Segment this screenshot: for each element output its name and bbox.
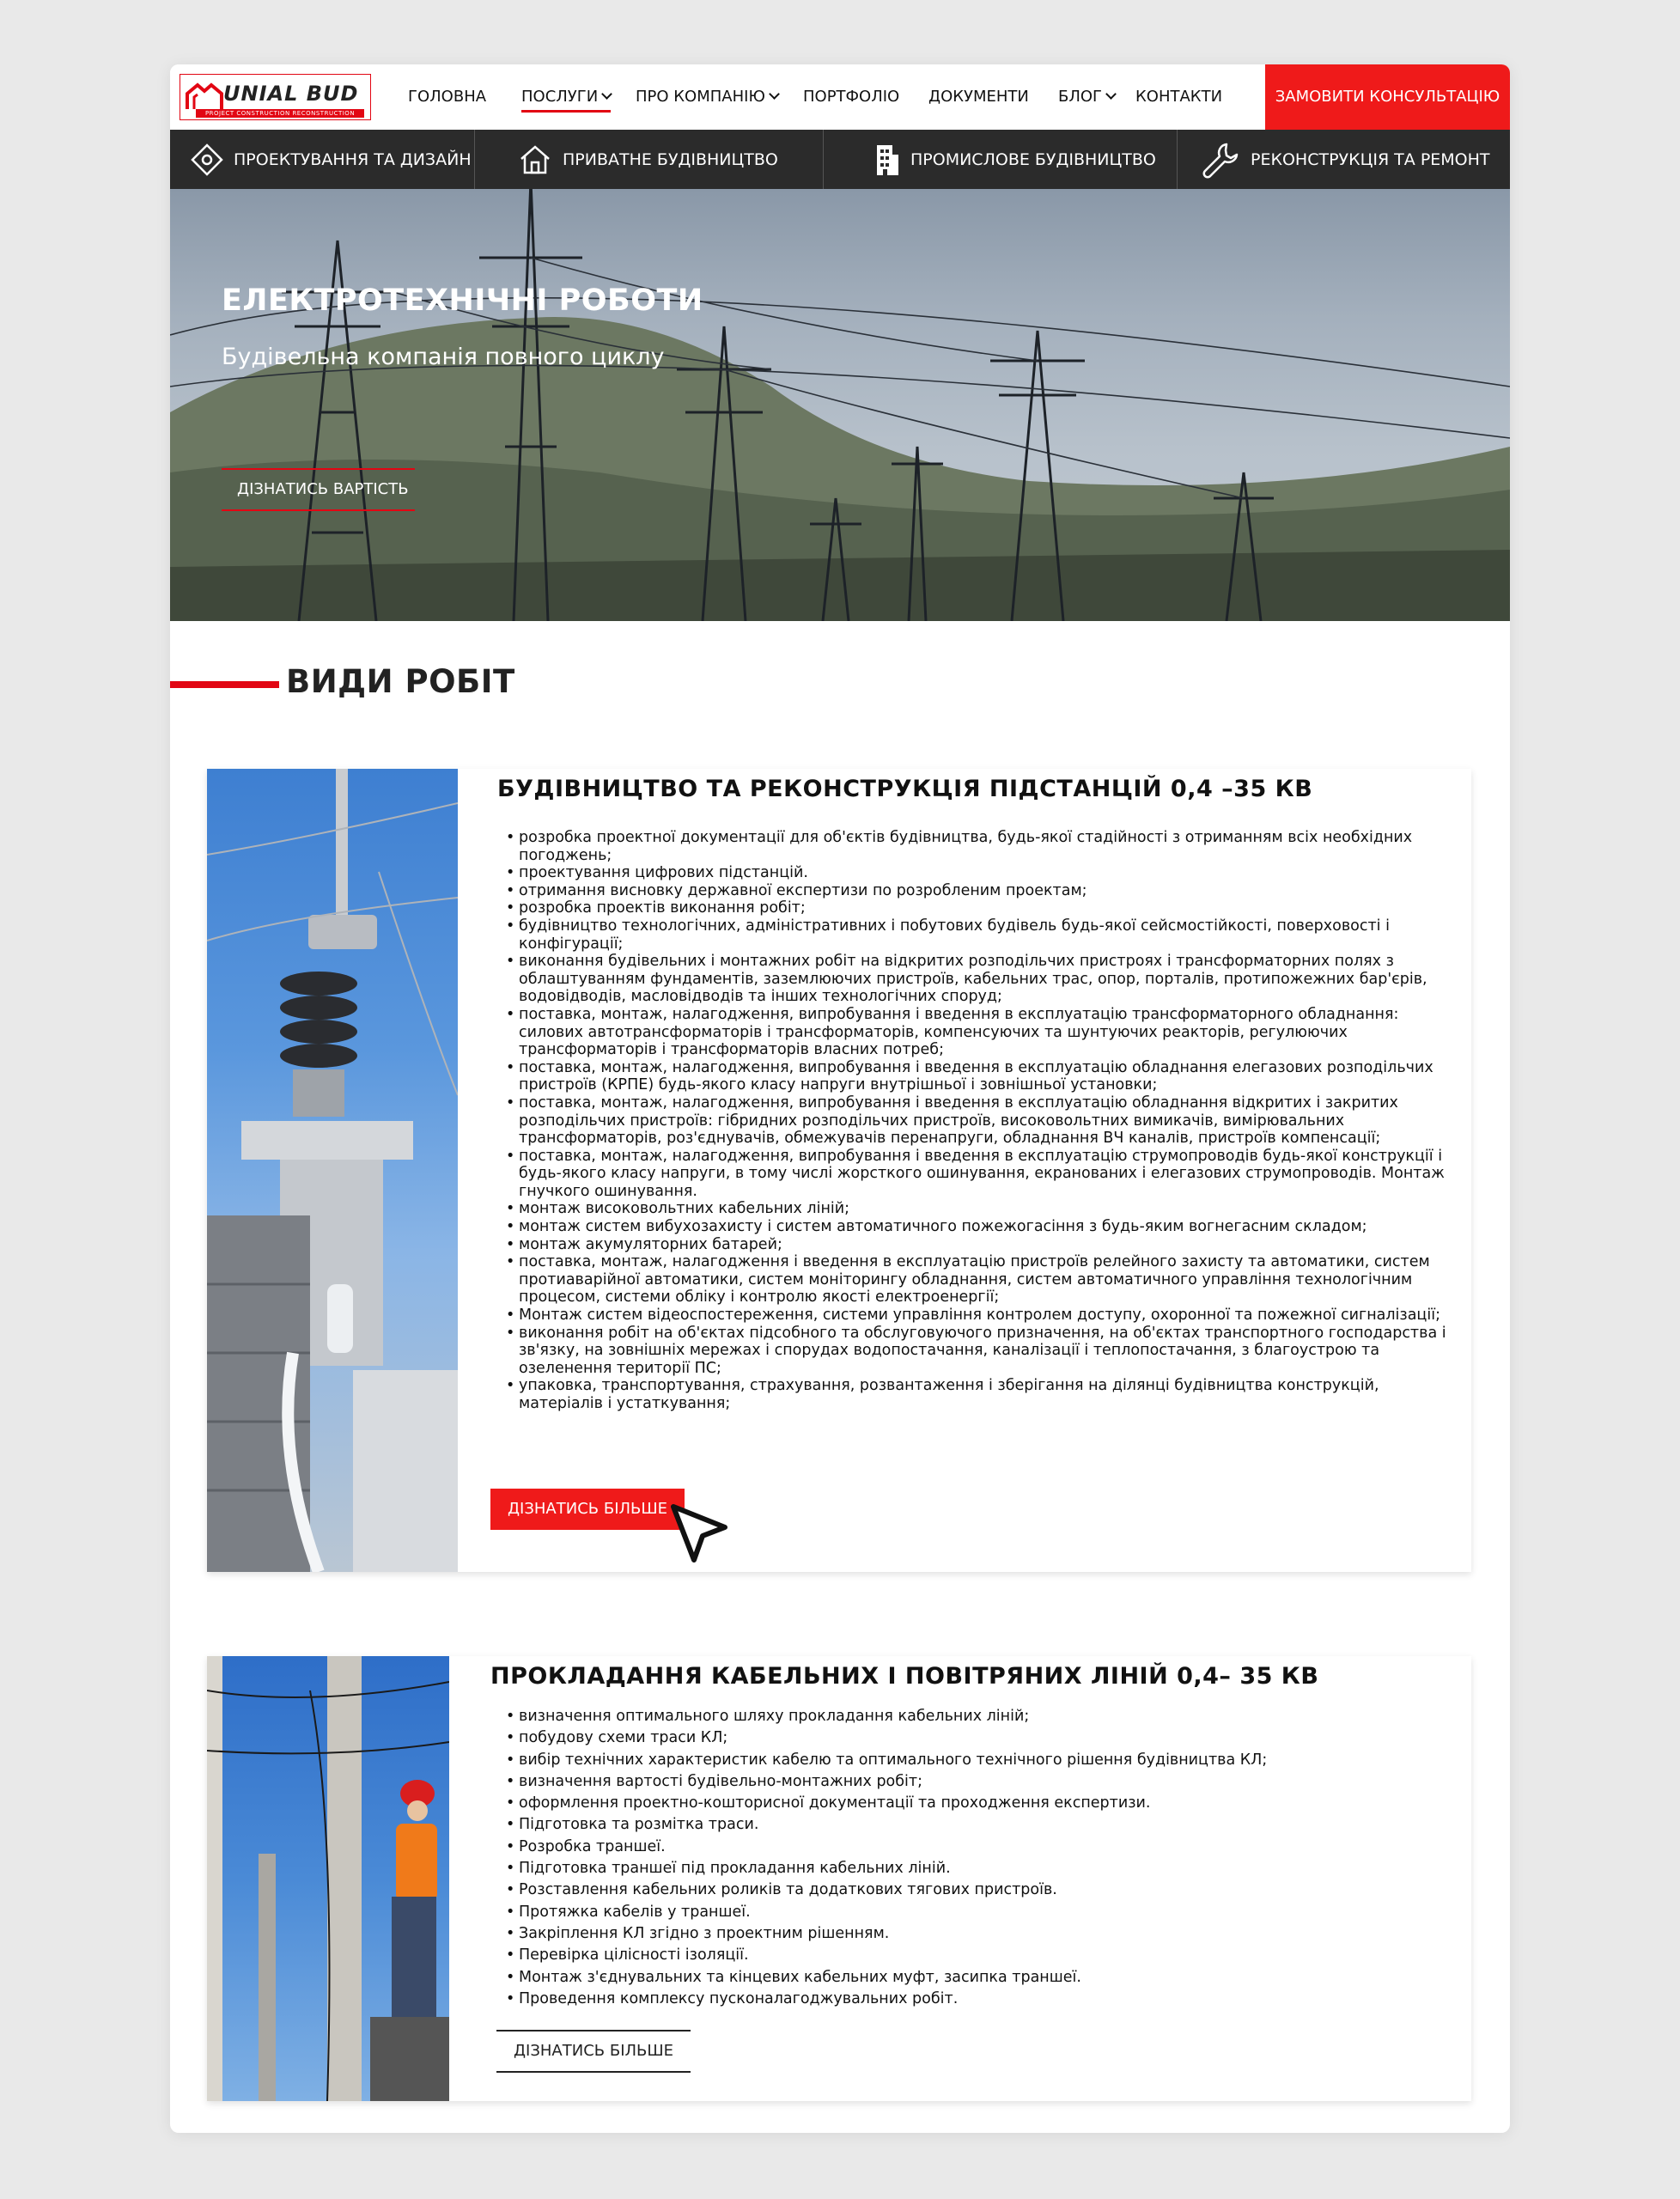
list-item: • розробка проектів виконання робіт; [503, 899, 1457, 917]
service-reconstruction[interactable] [1201, 130, 1490, 189]
lineman-photo [207, 1656, 449, 2101]
list-item: • отримання висновку державної експертизи по розробленим проектам; [503, 882, 1457, 900]
nav-portfolio[interactable] [803, 64, 899, 130]
logo-tagline: PROJECT CONSTRUCTION RECONSTRUCTION [196, 109, 364, 118]
card-title: БУДІВНИЦТВО ТА РЕКОНСТРУКЦІЯ ПІДСТАНЦІЙ 0,4 –35 КВ [497, 776, 1313, 802]
nav-about-label: ПРО КОМПАНІЮ [636, 88, 765, 106]
diamond-target-icon [191, 143, 223, 176]
service-card-cable-lines [207, 1656, 1471, 2101]
nav-portfolio-label: ПОРТФОЛІО [803, 88, 900, 106]
site-header [170, 64, 1510, 130]
nav-home-label: ГОЛОВНА [408, 88, 487, 106]
list-item: • монтаж високовольтних кабельних ліній; [503, 1200, 1457, 1218]
chevron-down-icon [1105, 88, 1117, 100]
insulator-photo [207, 769, 458, 1572]
nav-documents[interactable] [928, 64, 1029, 130]
nav-blog[interactable] [1058, 64, 1115, 130]
list-item: • монтаж систем вибухозахисту і систем автоматичного пожежогасіння з будь-яким вогнегасним складом; [503, 1218, 1457, 1236]
nav-about[interactable] [636, 64, 778, 130]
list-item: • виконання робіт на об'єктах підсобного та обслуговуючого призначення, на об'єктах транспортного господарства і зв'язку, на зовнішніх мережах і спорудах водопостачання, каналізації і теплопостачання, з благоустрою та озеленення території ПС; [503, 1325, 1457, 1378]
nav-contacts-label: КОНТАКТИ [1135, 88, 1223, 106]
hero-banner [170, 189, 1510, 621]
nav-contacts[interactable] [1135, 64, 1222, 130]
hero-subtitle: Будівельна компанія повного циклу [222, 344, 665, 370]
learn-more-button[interactable]: ДІЗНАТИСЬ БІЛЬШЕ [490, 1489, 685, 1530]
list-item: • Розставлення кабельних роликів та додаткових тягових пристроїв. [503, 1879, 1457, 1901]
list-item: • Підготовка траншеї під прокладання кабельних ліній. [503, 1858, 1457, 1879]
list-item: • визначення оптимального шляху прокладання кабельних ліній; [503, 1706, 1457, 1727]
service-reconstruction-label: РЕКОНСТРУКЦІЯ ТА РЕМОНТ [1251, 149, 1490, 169]
list-item: • Монтаж з'єднувальних та кінцевих кабельних муфт, засипка траншеї. [503, 1967, 1457, 1989]
list-item: • побудову схеми траси КЛ; [503, 1727, 1457, 1749]
list-item: • Проведення комплексу пусконалагоджувальних робіт. [503, 1989, 1457, 2010]
list-item: • Перевірка цілісності ізоляції. [503, 1945, 1457, 1966]
list-item: • Закріплення КЛ згідно з проектним рішенням. [503, 1923, 1457, 1945]
list-item: • визначення вартості будівельно-монтажних робіт; [503, 1771, 1457, 1793]
nav-home[interactable] [408, 64, 486, 130]
list-item: • поставка, монтаж, налагодження і введення в експлуатацію пристроїв релейного захисту та автоматики, систем протиаварійної автоматики, систем моніторингу обладнання, систем автоматичного управління технологічним процесом, системи обліку і контролю якості електроенергії; [503, 1253, 1457, 1307]
chevron-down-icon [769, 88, 780, 100]
section-title: ВИДИ РОБІТ [286, 663, 515, 700]
service-private-label: ПРИВАТНЕ БУДІВНИЦТВО [563, 149, 778, 169]
service-design[interactable] [191, 130, 472, 189]
service-bar [170, 130, 1510, 189]
card-title: ПРОКЛАДАННЯ КАБЕЛЬНИХ І ПОВІТРЯНИХ ЛІНІЙ 0,4– 35 КВ [490, 1663, 1319, 1690]
list-item: • Монтаж систем відеоспостереження, системи управління контролем доступу, охоронної та пожежної сигналізації; [503, 1307, 1457, 1325]
service-industrial-label: ПРОМИСЛОВЕ БУДІВНИЦТВО [910, 149, 1156, 169]
list-item: • вибір технічних характеристик кабелю та оптимального технічного рішення будівництва КЛ; [503, 1750, 1457, 1771]
list-item: • оформлення проектно-кошторисної документації та проходження експертизи. [503, 1793, 1457, 1814]
list-item: • поставка, монтаж, налагодження, випробування і введення в експлуатацію трансформаторного обладнання: силових автотрансформаторів і трансформаторів, компенсуючих та шунтуючих реакторів, регулюючих трансформаторів і трансформаторів власних потреб; [503, 1006, 1457, 1059]
service-industrial[interactable] [874, 130, 1156, 189]
substation-equipment-image [207, 769, 458, 1572]
list-item: • поставка, монтаж, налагодження, випробування і введення в експлуатацію обладнання відкритих і закритих розподільчих пристроїв: гібридних розподільчих пристроїв, високовольтних вимикачів, вимірювальних трансформаторів, роз'єднувачів, обмежувачів перенапруги, обладнання ВЧ каналів, пристроїв компенсації; [503, 1094, 1457, 1148]
logo-brand: UNIAL BUD [223, 82, 359, 106]
page [170, 64, 1510, 2133]
service-card-substations [207, 769, 1471, 1572]
divider [1177, 130, 1178, 189]
mouse-pointer-icon [670, 1503, 730, 1565]
section-accent-line [170, 681, 279, 688]
service-design-label: ПРОЕКТУВАННЯ ТА ДИЗАЙН [234, 149, 472, 169]
chevron-down-icon [601, 88, 612, 100]
roof-logo-icon [186, 80, 223, 111]
service-private[interactable] [518, 130, 778, 189]
list-item: • будівництво технологічних, адміністративних і побутових будівель будь-якої сейсмостійкості, поверховості і конфігурації; [503, 917, 1457, 953]
list-item: • Розробка траншеї. [503, 1837, 1457, 1858]
list-item: • монтаж акумуляторних батарей; [503, 1236, 1457, 1254]
nav-services-label: ПОСЛУГИ [521, 88, 599, 106]
hero-title: ЕЛЕКТРОТЕХНІЧНІ РОБОТИ [222, 283, 703, 318]
list-item: • Протяжка кабелів у траншеї. [503, 1902, 1457, 1923]
list-item: • поставка, монтаж, налагодження, випробування і введення в експлуатацію струмопроводів будь-якої конструкції і будь-якого класу напруги, в тому числі жорсткого ошинування, екранованих і елегазових струмопроводів. Монтаж гнучкого ошинування. [503, 1148, 1457, 1201]
divider [474, 130, 475, 189]
lineman-image [207, 1656, 449, 2101]
list-item: • поставка, монтаж, налагодження, випробування і введення в експлуатацію обладнання елегазових розподільчих пристроїв (КРПЕ) будь-якого класу напруги внутрішньої і зовнішньої установки; [503, 1059, 1457, 1094]
list-item: • проектування цифрових підстанцій. [503, 864, 1457, 882]
nav-documents-label: ДОКУМЕНТИ [928, 88, 1029, 106]
learn-more-button[interactable]: ДІЗНАТИСЬ БІЛЬШЕ [496, 2030, 691, 2073]
building-icon [874, 143, 900, 177]
list-item: • виконання будівельних і монтажних робіт на відкритих розподільчих пристроях і трансформаторних полях з облаштуванням фундаментів, заземлюючих пристроїв, кабельних трас, опор, порталів, протипожежних бар'єрів, водовідводів, масловідводів та інших технологічних споруд; [503, 953, 1457, 1006]
power-lines-image [170, 189, 1510, 621]
work-list [503, 1706, 1457, 2010]
list-item: • розробка проектної документації для об'єктів будівництва, будь-якої стадійності з отриманням всіх необхідних погоджень; [503, 829, 1457, 864]
house-icon [518, 143, 552, 176]
logo[interactable] [180, 74, 371, 120]
work-list [503, 829, 1457, 1413]
order-consultation-button[interactable]: ЗАМОВИТИ КОНСУЛЬТАЦІЮ [1265, 64, 1510, 130]
list-item: • Підготовка та розмітка траси. [503, 1814, 1457, 1836]
nav-blog-label: БЛОГ [1058, 88, 1103, 106]
get-price-button[interactable]: ДІЗНАТИСЬ ВАРТІСТЬ [222, 468, 415, 511]
list-item: • упаковка, транспортування, страхування, розвантаження і зберігання на ділянці будівництва конструкцій, матеріалів і устаткування; [503, 1377, 1457, 1412]
wrench-icon [1201, 141, 1240, 179]
nav-services[interactable] [521, 64, 611, 130]
divider [823, 130, 824, 189]
